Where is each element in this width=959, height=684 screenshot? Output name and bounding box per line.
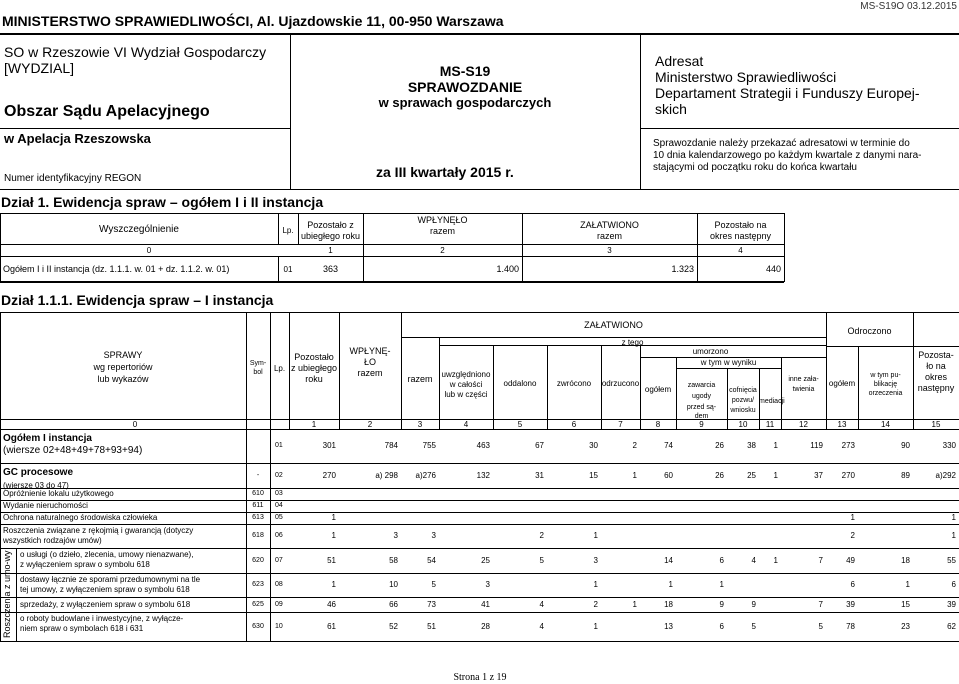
s2-cell-c5: 67 [535, 441, 544, 450]
page-number: Strona 1 z 19 [453, 672, 507, 683]
s1-col-in-2: razem [429, 226, 455, 236]
s2-h-in-2: ŁO [363, 357, 376, 367]
s2-idx-13: 13 [837, 420, 847, 429]
s1-col-in: WPŁYNĘŁO [417, 215, 468, 225]
s1-row-lp: 01 [283, 265, 293, 274]
s2-cell-c2: a) 298 [375, 470, 398, 480]
instruction-line-2: 10 dnia kalendarzowego po każdym kwartale z danymi nara- [653, 150, 922, 161]
s2-h-sprawy-3: lub wykazów [97, 374, 149, 384]
s2-h-cofniecia-2: pozwu/ [731, 397, 755, 404]
s2-cell-c3: 73 [427, 599, 436, 609]
instruction-line-1: Sprawozdanie należy przekazać adresatowi w terminie do [653, 138, 910, 149]
s2-cell-c15: 1 [951, 513, 956, 522]
s2-h-prev-2: z ubiegłego [290, 363, 338, 373]
s2-h-pozostalo-2: ło na [926, 361, 946, 371]
s2-idx-12: 12 [799, 420, 808, 429]
s2-h-publikacja-3: orzeczenia [868, 390, 903, 397]
s2-cell-c1: 46 [327, 599, 336, 609]
s2-row-label: dostawy łącznie ze sporami przedumownymi na tle [20, 575, 201, 584]
s2-cell-c3: 54 [427, 555, 436, 565]
s2-h-oddalono: oddalono [503, 379, 537, 388]
s2-cell-c3: a)276 [415, 470, 436, 480]
s2-cell-c10: 38 [747, 441, 756, 450]
s2-h-ugoda-2: ugody [691, 393, 712, 400]
s2-cell-c4: 463 [476, 441, 490, 450]
s2-row-symbol: 630 [252, 622, 264, 630]
s2-row-symbol: 611 [252, 502, 264, 509]
s2-cell-c9: 1 [719, 580, 724, 589]
s2-row-sublabel: niem spraw o symbolach 618 i 631 [20, 624, 144, 633]
s2-row-symbol: 613 [252, 514, 264, 521]
form-code-date: MS-S19O 03.12.2015 [860, 1, 957, 12]
s2-h-w-tym: w tym w wyniku [700, 358, 757, 367]
s2-idx-11: 11 [765, 420, 775, 429]
s2-row-label: Ogółem I instancja [3, 433, 92, 444]
s1-idx-3: 3 [607, 246, 612, 255]
s2-cell-c13: 39 [846, 599, 855, 609]
s2-cell-c2: 66 [389, 599, 398, 609]
s2-row-sublabel: wszystkich rodzajów umów) [3, 536, 102, 545]
s2-idx-1: 1 [311, 420, 317, 429]
s2-cell-c12: 7 [818, 555, 823, 565]
s2-row-symbol: 625 [252, 600, 264, 608]
s2-side-label: Roszczenia z umo-wy [2, 550, 12, 639]
s2-cell-c14: 90 [901, 441, 910, 450]
s2-h-uwzgl: uwzględniono [441, 370, 491, 379]
s2-cell-c15: a)292 [935, 470, 956, 480]
s1-row-label: Ogółem I i II instancja (dz. 1.1.1. w. 01 + dz. 1.1.2. w. 01) [3, 264, 230, 274]
s2-h-cofniecia: cofnięcia [729, 387, 757, 394]
s2-cell-c15: 6 [951, 580, 956, 589]
s2-cell-c8: 18 [664, 599, 673, 609]
s2-cell-c4: 3 [485, 580, 490, 589]
s2-row-label: sprzedaży, z wyłączeniem spraw o symbolu 618 [20, 599, 191, 609]
s2-cell-c4: 132 [476, 470, 490, 480]
s2-cell-c8: 1 [668, 580, 673, 589]
s2-cell-c14: 15 [901, 599, 910, 609]
s2-cell-c6: 2 [593, 599, 598, 609]
s1-idx-2: 2 [440, 246, 445, 255]
s2-h-lp: Lp. [273, 364, 286, 373]
s2-row-label: Roszczenia związane z rękojmią i gwarancją (dotyczy [3, 526, 194, 535]
s2-row-label: Wydanie nieruchomości [3, 501, 88, 510]
s2-idx-3: 3 [417, 420, 423, 429]
s2-h-umorzono: umorzono [692, 347, 729, 356]
s2-cell-c15: 1 [951, 531, 956, 540]
s1-value-prev: 363 [322, 264, 339, 274]
s2-h-uwzgl-2: w całości [449, 380, 483, 389]
s1-idx-0: 0 [146, 246, 152, 255]
s2-idx-9: 9 [699, 420, 704, 429]
s2-cell-c9: 6 [719, 555, 724, 565]
s2-cell-c11: 1 [773, 555, 778, 565]
s2-cell-c14: 89 [901, 470, 910, 480]
s2-h-razem: razem [407, 374, 433, 384]
s2-cell-c3: 51 [427, 621, 436, 631]
s2-h-symbol: Sym- [249, 360, 267, 367]
s2-cell-c10: 5 [751, 621, 756, 631]
court-name: SO w Rzeszowie VI Wydział Gospodarczy [4, 44, 267, 60]
s2-cell-c9: 9 [719, 599, 724, 609]
s2-row-symbol: 620 [252, 556, 264, 564]
s2-cell-c12: 7 [818, 599, 823, 609]
s2-cell-c11: 1 [773, 470, 778, 480]
s2-row-sublabel: (wiersze 03 do 47) [3, 481, 69, 490]
instruction-line-3: stającymi od początku roku do końca kwartału [653, 162, 857, 173]
addressee-department: Departament Strategii i Funduszy Europej- [655, 85, 920, 101]
s2-h-sprawy: SPRAWY [103, 350, 143, 360]
s2-cell-c6: 3 [593, 555, 598, 565]
s2-h-ugoda: zawarcia [687, 382, 716, 389]
s2-h-ugoda-3: przed są- [686, 404, 717, 411]
s2-row-sublabel: (wiersze 02+48+49+78+93+94) [3, 445, 143, 456]
s2-cell-c5: 31 [535, 470, 544, 480]
s2-idx-14: 14 [881, 420, 890, 429]
s2-cell-c5: 4 [539, 621, 544, 631]
s2-row-label: GC procesowe [3, 467, 74, 478]
section-1-title: Dział 1. Ewidencja spraw – ogółem I i II instancja [1, 194, 324, 210]
s2-h-uwzgl-3: lub w części [444, 390, 488, 399]
s2-row-label: Opróżnienie lokalu użytkowego [3, 489, 114, 498]
s2-cell-c13: 49 [846, 555, 855, 565]
s2-cell-c2: 3 [393, 531, 398, 540]
s2-cell-c8: 74 [664, 441, 673, 450]
s2-h-cofniecia-3: wniosku [730, 407, 756, 414]
s2-cell-c2: 784 [384, 441, 398, 450]
s1-value-done: 1.323 [671, 264, 694, 274]
s2-h-odroczono: Odroczono [847, 326, 892, 336]
s2-row-symbol: 610 [252, 490, 264, 497]
s2-cell-c3: 5 [431, 580, 436, 589]
s2-row-lp: 10 [275, 622, 283, 630]
s2-cell-c6: 1 [593, 621, 598, 631]
s2-row-sublabel: tej umowy, z wyłączeniem spraw o symbolu 618 [20, 585, 190, 594]
s2-idx-15: 15 [931, 420, 941, 429]
s2-cell-c15: 55 [947, 555, 956, 565]
s2-h-pozostalo-3: okres [924, 372, 947, 382]
s2-cell-c9: 26 [715, 441, 724, 450]
report-title: SPRAWOZDANIE [407, 79, 523, 95]
s1-col-spec: Wyszczególnienie [99, 224, 179, 235]
s2-h-z-tego: z tego [621, 338, 644, 347]
regon-label: Numer identyfikacyjny REGON [4, 173, 142, 184]
s1-col-left: Pozostało na [714, 220, 767, 230]
s2-row-lp: 04 [275, 502, 283, 509]
s1-value-in: 1.400 [496, 264, 519, 274]
s2-cell-c1: 61 [327, 621, 336, 631]
s2-cell-c3: 755 [422, 441, 436, 450]
s2-cell-c5: 4 [539, 599, 544, 609]
s2-cell-c5: 5 [539, 555, 544, 565]
s2-row-lp: 06 [275, 532, 283, 539]
s2-h-in: WPŁYNĘ- [349, 346, 391, 356]
s2-cell-c8: 14 [664, 555, 673, 565]
s2-h-odrzucono: odrzucono [601, 379, 640, 388]
report-subtitle: w sprawach gospodarczych [378, 95, 552, 110]
appellate-name: w Apelacja Rzeszowska [4, 131, 151, 146]
s2-cell-c14: 18 [901, 555, 910, 565]
s2-h-zalatwiono: ZAŁATWIONO [584, 320, 643, 330]
s2-row-label: o usługi (o dzieło, zlecenia, umowy nienazwane), [20, 550, 194, 559]
s2-h-prev: Pozostało [294, 352, 334, 362]
s2-cell-c6: 15 [589, 470, 598, 480]
s2-h-mediacji: mediacji [759, 398, 785, 405]
s2-cell-c3: 3 [431, 531, 436, 540]
s2-cell-c6: 1 [593, 580, 598, 589]
s2-h-prev-3: roku [305, 374, 323, 384]
s2-cell-c12: 119 [810, 441, 823, 450]
s2-cell-c5: 2 [539, 531, 544, 540]
s2-idx-7: 7 [618, 420, 623, 429]
s2-idx-4: 4 [463, 420, 469, 429]
s2-cell-c15: 39 [947, 599, 956, 609]
s2-row-label: o roboty budowlane i inwestycyjne, z wyłącze- [20, 614, 184, 623]
s2-cell-c1: 51 [327, 555, 336, 565]
s2-cell-c15: 62 [947, 621, 956, 631]
addressee-label: Adresat [655, 53, 704, 69]
ministry-header: MINISTERSTWO SPRAWIEDLIWOŚCI, Al. Ujazdowskie 11, 00-950 Warszawa [2, 13, 504, 29]
s2-row-symbol: 618 [252, 532, 264, 539]
s2-cell-c11: 1 [773, 441, 778, 450]
s2-idx-8: 8 [655, 420, 661, 429]
s2-row-symbol: - [256, 471, 260, 479]
s2-row-symbol: 623 [252, 581, 264, 588]
s2-h-pozostalo-4: następny [917, 383, 955, 393]
s2-h-sprawy-2: wg repertoriów [93, 362, 153, 372]
s2-cell-c13: 273 [841, 441, 855, 450]
s2-row-lp: 05 [275, 514, 283, 521]
court-placeholder: [WYDZIAL] [4, 60, 75, 76]
s2-cell-c10: 25 [747, 470, 756, 480]
s2-cell-c10: 4 [751, 555, 756, 565]
s1-idx-1: 1 [328, 246, 333, 255]
s2-cell-c13: 270 [841, 470, 855, 480]
s2-idx-6: 6 [571, 420, 577, 429]
s2-row-lp: 08 [275, 581, 283, 588]
s1-col-lp: Lp. [282, 226, 294, 235]
s2-cell-c14: 23 [901, 621, 910, 631]
s2-idx-2: 2 [367, 420, 373, 429]
s1-col-prev: Pozostało z [307, 220, 354, 230]
addressee-ministry: Ministerstwo Sprawiedliwości [655, 69, 837, 85]
s2-cell-c1: 1 [331, 531, 336, 540]
addressee-department-cont: skich [655, 101, 687, 117]
s2-cell-c12: 37 [814, 470, 823, 480]
s2-cell-c1: 270 [322, 470, 336, 480]
s2-h-zwrocono: zwrócono [556, 379, 592, 388]
s2-cell-c4: 25 [481, 555, 490, 565]
s2-cell-c13: 78 [846, 621, 855, 631]
section-2-title: Dział 1.1.1. Ewidencja spraw – I instancja [1, 292, 274, 308]
s2-cell-c8: 60 [664, 470, 673, 480]
s2-h-inne: inne zała- [788, 376, 819, 383]
s2-cell-c2: 52 [389, 621, 398, 631]
s2-h-inne-2: twienia [792, 386, 815, 393]
s2-row-lp: 02 [275, 471, 283, 479]
s2-row-lp: 07 [275, 556, 283, 564]
s2-idx-10: 10 [738, 420, 748, 429]
appellate-area-label: Obszar Sądu Apelacyjnego [4, 103, 210, 120]
report-period: za III kwartały 2015 r. [376, 164, 514, 180]
s2-h-pozostalo: Pozosta- [918, 350, 954, 360]
s2-cell-c2: 10 [389, 580, 398, 589]
s1-col-done: ZAŁATWIONO [580, 220, 639, 230]
s1-value-left: 440 [765, 264, 781, 274]
s2-cell-c2: 58 [389, 555, 398, 565]
s2-cell-c1: 301 [322, 441, 336, 450]
s2-h-in-3: razem [357, 368, 383, 378]
s2-cell-c7: 1 [632, 599, 637, 609]
s2-h-umorz-ogolem: ogółem [644, 385, 672, 394]
s2-h-odr-ogolem: ogółem [828, 379, 856, 388]
s2-cell-c15: 330 [942, 441, 956, 450]
s2-cell-c4: 28 [481, 621, 490, 631]
s2-row-lp: 09 [275, 600, 283, 608]
s2-h-ugoda-4: dem [694, 413, 709, 420]
s2-row-label: Ochrona naturalnego środowiska człowieka [3, 513, 158, 522]
s2-cell-c14: 1 [905, 580, 910, 589]
s2-cell-c4: 41 [481, 599, 490, 609]
s2-cell-c7: 2 [632, 441, 637, 450]
s2-cell-c6: 30 [589, 441, 598, 450]
s2-cell-c1: 1 [331, 513, 336, 522]
s2-cell-c13: 6 [850, 580, 855, 589]
s2-h-publikacja-2: blikację [873, 381, 898, 388]
s2-row-lp: 01 [275, 442, 283, 449]
s2-cell-c1: 1 [331, 580, 336, 589]
s2-cell-c7: 1 [632, 470, 637, 480]
s2-cell-c13: 1 [850, 513, 855, 522]
s1-col-done-2: razem [596, 231, 622, 241]
s2-cell-c10: 9 [751, 599, 756, 609]
s2-h-publikacja: w tym pu- [870, 372, 901, 379]
s2-cell-c6: 1 [593, 531, 598, 540]
s2-row-sublabel: z wyłączeniem spraw o symbolu 618 [20, 560, 150, 569]
s2-h-symbol-2: bol [253, 369, 263, 376]
form-code: MS-S19 [439, 63, 491, 79]
s2-cell-c8: 13 [664, 621, 673, 631]
s1-idx-4: 4 [738, 246, 743, 255]
s1-col-left-2: okres następny [709, 231, 772, 241]
s1-col-prev-2: ubiegłego roku [300, 231, 361, 241]
s2-idx-5: 5 [517, 420, 523, 429]
s2-row-lp: 03 [275, 490, 283, 497]
s2-idx-0: 0 [132, 420, 138, 429]
s2-cell-c13: 2 [850, 531, 855, 540]
s2-cell-c9: 6 [719, 621, 724, 631]
s2-cell-c12: 5 [818, 621, 823, 631]
s2-cell-c9: 26 [715, 470, 724, 480]
